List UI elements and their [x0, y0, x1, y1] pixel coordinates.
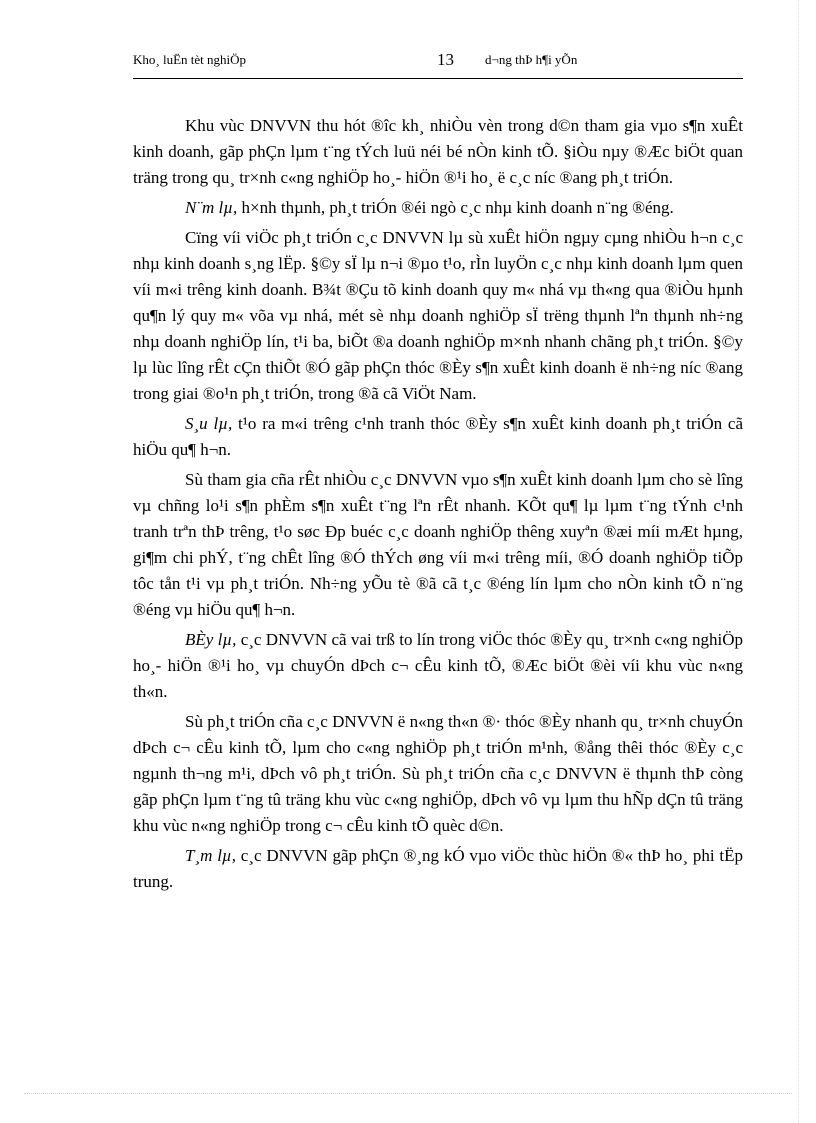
paragraph-lead: BÈy lµ, — [185, 630, 237, 649]
paragraph-5 — [133, 467, 743, 623]
page-right-border — [798, 0, 799, 1123]
paragraph-6 — [133, 627, 743, 705]
paragraph-text: Sù ph¸t triÓn cña c¸c DNVVN ë n«ng th«n ®· thóc ®Èy nhanh qu¸ tr×nh chuyÓn dÞch c¬ cÊu kinh tÕ, lµm cho c«ng nghiÖp ph¸t triÓn m¹nh, ®ång thêi thóc ®Èy c¸c ngµnh th¬ng m¹i, dÞch vô ph¸t triÓn. Sù ph¸t triÓn cña c¸c DNVVN ë thµnh thÞ còng gãp phÇn lµm t¨ng tû träng khu vùc c«ng nghiÖp, dÞch vô vµ lµm thu hÑp dÇn tû träng khu vùc n«ng nghiÖp trong c¬ cÊu kinh tÕ quèc d©n. — [133, 712, 743, 835]
paragraph-lead: T¸m lµ, — [185, 846, 236, 865]
body-text — [133, 113, 743, 899]
paragraph-text: Cïng víi viÖc ph¸t triÓn c¸c DNVVN lµ sù xuÊt hiÖn ngµy cµng nhiÒu h¬n c¸c nhµ kinh doanh s¸ng lËp. §©y sÏ lµ n¬i ®µo t¹o, rÌn luyÖn c¸c nhµ kinh doanh lµm quen víi m«i trêng kinh doanh. B¾t ®Çu tõ kinh doanh quy m« nhá vµ th«ng qua ®iÒu hµnh qu¶n lý quy m« võa vµ nhá, mét sè nhµ doanh nghiÖp sÏ trëng thµnh lªn thµnh nh÷ng nhµ doanh nghiÖp lín, t¹i ba, biÕt ®a doanh nghiÖp m×nh nhanh chãng ph¸t triÓn. §©y lµ lùc lîng rÊt cÇn thiÕt ®Ó gãp phÇn thóc ®Èy s¶n xuÊt kinh doanh ë nh÷ng níc ®ang trong giai ®o¹n ph¸t triÓn, trong ®ã cã ViÖt Nam. — [133, 228, 743, 403]
paragraph-text: Khu vùc DNVVN thu hót ®îc kh¸ nhiÒu vèn trong d©n tham gia vµo s¶n xuÊt kinh doanh, gãp phÇn lµm t¨ng tÝch luü néi bé nÒn kinh tÕ. §iÒu nµy ®Æc biÖt quan träng trong qu¸ tr×nh c«ng nghiÖp ho¸- hiÖn ®¹i ho¸ ë c¸c níc ®ang ph¸t triÓn. — [133, 116, 743, 187]
paragraph-text: t¹o ra m«i trêng c¹nh tranh thóc ®Èy s¶n xuÊt kinh doanh ph¸t triÓn cã hiÖu qu¶ h¬n. — [133, 414, 743, 459]
paragraph-4 — [133, 411, 743, 463]
paragraph-7 — [133, 709, 743, 839]
paragraph-lead: N¨m lµ, — [185, 198, 238, 217]
paragraph-2 — [133, 195, 743, 221]
paragraph-text: c¸c DNVVN cã vai trß to lín trong viÖc thóc ®Èy qu¸ tr×nh c«ng nghiÖp ho¸- hiÖn ®¹i ho¸ vµ chuyÓn dÞch c¬ cÊu kinh tÕ, ®Æc biÖt ®èi víi khu vùc n«ng th«n. — [133, 630, 743, 701]
header-divider — [133, 78, 743, 79]
paragraph-1 — [133, 113, 743, 191]
page-header — [133, 48, 743, 78]
paragraph-3 — [133, 225, 743, 407]
header-author-name: d¬ng thÞ h¶i yÕn — [485, 52, 578, 67]
paragraph-text: Sù tham gia cña rÊt nhiÒu c¸c DNVVN vµo s¶n xuÊt kinh doanh lµm cho sè lîng vµ chñng lo¹i s¶n phÈm s¶n xuÊt t¨ng lªn rÊt nhanh. KÕt qu¶ lµ lµm t¨ng tÝnh c¹nh tranh trªn thÞ trêng, t¹o søc Ðp buéc c¸c doanh nghiÖp thêng xuyªn ®æi míi mÆt hµng, gi¶m chi phÝ, t¨ng chÊt lîng ®Ó thÝch øng víi m«i trêng míi, ®Ó doanh nghiÖp tiÕp tôc tån t¹i vµ ph¸t triÓn. Nh÷ng yÕu tè ®ã cã t¸c ®éng lín lµm cho nÒn kinh tÕ n¨ng ®éng vµ hiÖu qu¶ h¬n. — [133, 470, 743, 619]
page-bottom-border — [24, 1093, 792, 1094]
paragraph-8 — [133, 843, 743, 895]
paragraph-text: h×nh thµnh, ph¸t triÓn ®éi ngò c¸c nhµ kinh doanh n¨ng ®éng. — [237, 198, 674, 217]
paragraph-lead: S¸u lµ, — [185, 414, 233, 433]
page-number: 13 — [437, 50, 454, 69]
paragraph-text: c¸c DNVVN gãp phÇn ®¸ng kÓ vµo viÖc thùc hiÖn ®« thÞ ho¸ phi tËp trung. — [133, 846, 743, 891]
header-thesis-title: Kho¸ luËn tèt nghiÖp — [133, 52, 247, 67]
